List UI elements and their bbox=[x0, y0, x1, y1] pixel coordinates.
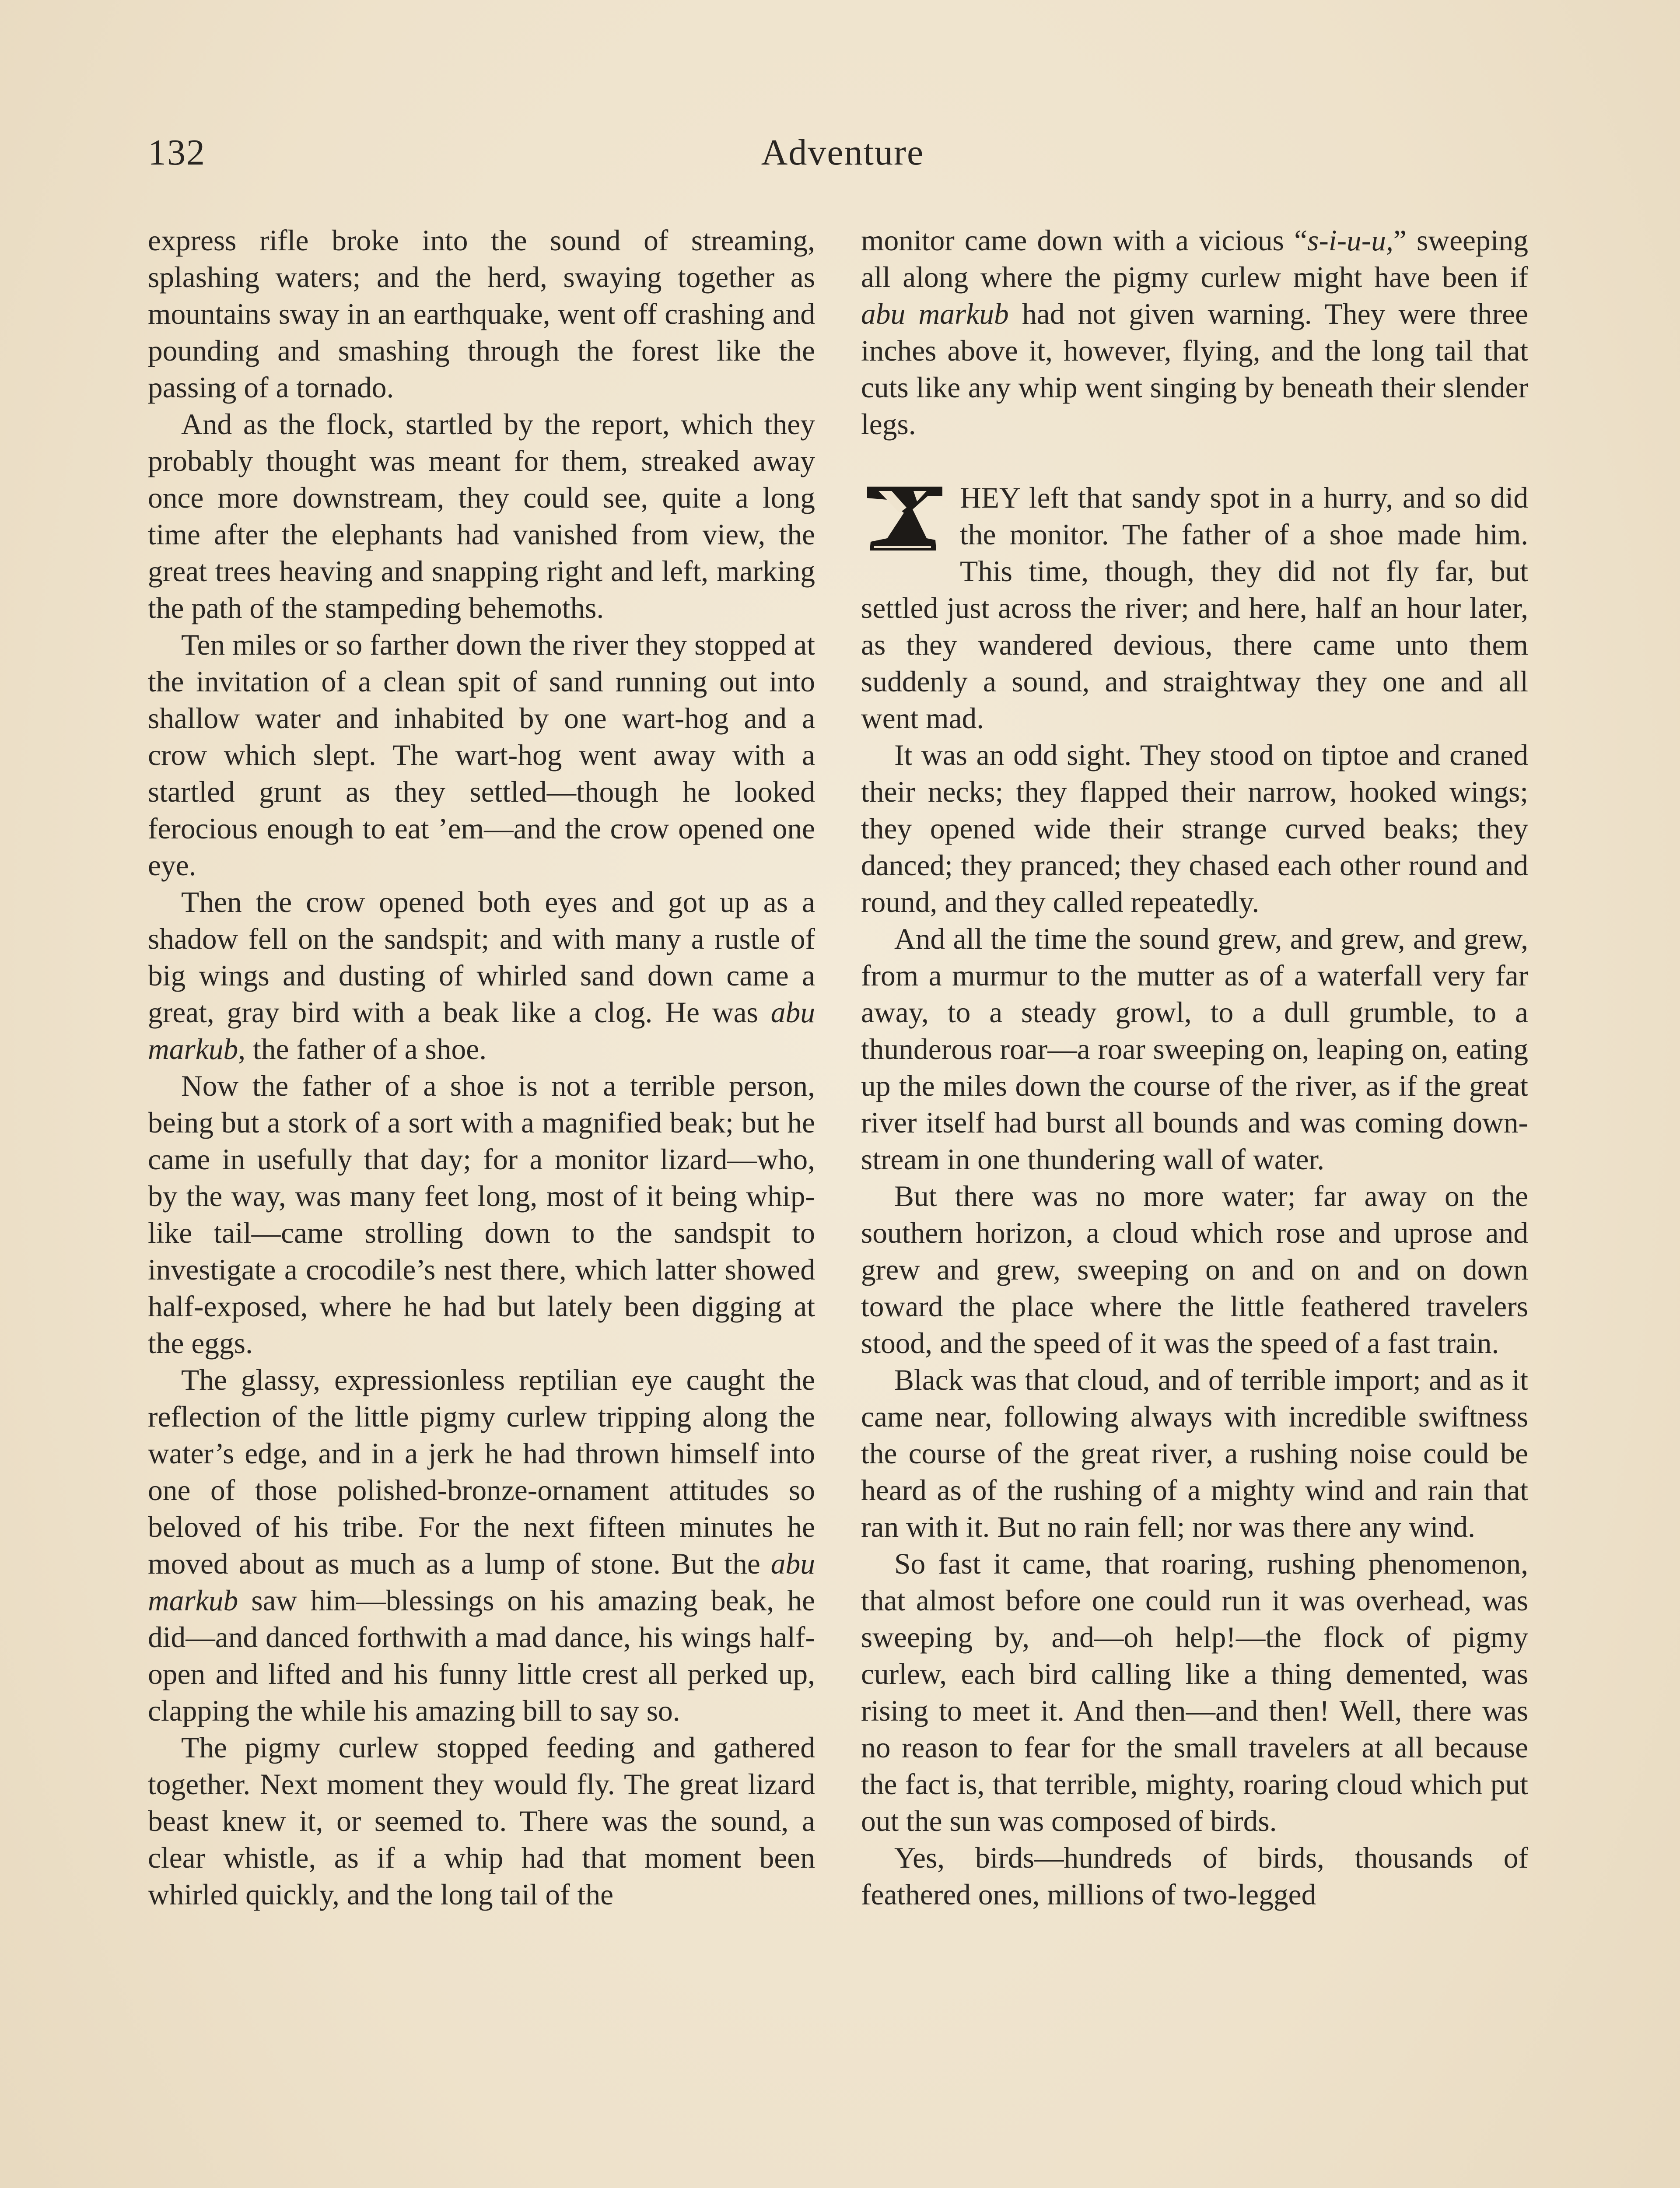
paragraph: The pigmy curlew stopped feeding and gathered together. Next moment they would fly. The great lizard beast knew it, or seemed to. There was the sound, a clear whistle, as if a whip had that moment been whirled quickly, and the long tail of the bbox=[148, 1731, 815, 1911]
paragraph: Black was that cloud, and of terrible import; and as it came near, following always with incredible swiftness the course of the great river, a rushing noise could be heard as of the rushing of a mighty wind and rain that ran with it. But no rain fell; nor was there any wind. bbox=[861, 1364, 1528, 1543]
italic-term: abu markub bbox=[861, 298, 1009, 330]
italic-term: abu markub bbox=[148, 1547, 815, 1617]
paragraph-text: ” sweeping all along where the pigmy curlew might have been if bbox=[861, 224, 1528, 294]
paragraph bbox=[861, 222, 1528, 443]
paragraph: Now the father of a shoe is not a terrible person, being but a stork of a sort with a magnified beak; but he came in usefully that day; for a monitor lizard—who, by the way, was many feet long, most of it being whip-like tail—came strolling down to the sandspit to investigate a crocodile’s nest there, which latter showed half-exposed, where he had but lately been digging at the eggs. bbox=[148, 1069, 815, 1360]
paragraph-text: saw him—blessings on his amazing beak, he did—and danced forthwith a mad dance, his wings half-open and lifted and his funny little crest all perked up, clapping the while his amazing bill to say so. bbox=[148, 1584, 815, 1727]
page-header bbox=[148, 131, 1537, 179]
section-opening-paragraph bbox=[861, 480, 1528, 737]
page-number: 132 bbox=[148, 132, 206, 173]
left-column bbox=[148, 222, 815, 1913]
italic-term: s-i-u-u, bbox=[1307, 224, 1393, 257]
running-title: Adventure bbox=[761, 132, 924, 173]
paragraph: So fast it came, that roaring, rushing phenomenon, that almost before one could run it was overhead, was sweeping by, and—oh help!—the flock of pigmy curlew, each bird calling like a thing demented, was rising to meet it. And then—and then! Well, there was no reason to fear for the small travelers at all because the fact is, that terrible, mighty, roaring cloud which put out the sun was composed of birds. bbox=[861, 1547, 1528, 1837]
paragraph-text: The glassy, expressionless reptilian eye caught the reflection of the little pigmy curlew tripping along the water’s edge, and in a jerk he had thrown himself into one of those polished-bronze-ornament attitudes so beloved of his tribe. For the next fifteen minutes he moved about as much as a lump of stone. But the bbox=[148, 1364, 815, 1580]
paragraph: It was an odd sight. They stood on tiptoe and craned their necks; they flapped their narrow, hooked wings; they opened wide their strange curved beaks; they danced; they pranced; they chased each other round and round, and they called repeatedly. bbox=[861, 739, 1528, 919]
italic-term: abu markub bbox=[148, 996, 815, 1066]
drop-cap-bird-icon bbox=[861, 482, 948, 556]
paragraph: And all the time the sound grew, and grew, and grew, from a murmur to the mutter as of a waterfall very far away, to a steady growl, to a dull grumble, to a thunderous roar—a roar sweeping on, leaping on, eating up the miles down the course of the river, as if the great river itself had burst all bounds and was coming down-stream in one thundering wall of water. bbox=[861, 922, 1528, 1176]
paragraph: express rifle broke into the sound of streaming, splashing waters; and the herd, swaying together as mountains sway in an earthquake, went off crashing and pounding and smashing through the forest like the passing of a tornado. bbox=[148, 224, 815, 404]
paragraph: And as the flock, startled by the report, which they probably thought was meant for them, streaked away once more downstream, they could see, quite a long time after the elephants had vanished from view, the great trees heaving and snapping right and left, marking the path of the stampeding behemoths. bbox=[148, 408, 815, 624]
paragraph-text: HEY left that sandy spot in a hurry, and so did the monitor. The father of a shoe made him. This time, though, they did not fly far, but settled just across the river; and here, half an hour later, as they wandered devious, there came unto them suddenly a sound, and straightway they one and all went mad. bbox=[861, 481, 1528, 735]
right-column bbox=[861, 222, 1528, 1913]
paragraph bbox=[148, 884, 815, 1068]
paragraph: Yes, birds—hundreds of birds, thousands of feathered ones, millions of two-legged bbox=[861, 1841, 1528, 1911]
paragraph-text: Then the crow opened both eyes and got up as a shadow fell on the sandspit; and with many a rustle of big wings and dusting of whirled sand down came a great, gray bird with a beak like a clog. He was bbox=[148, 886, 815, 1029]
paragraph-text: monitor came down with a vicious “ bbox=[861, 224, 1308, 257]
drop-cap-illustration bbox=[861, 482, 948, 556]
paragraph-text: , the father of a shoe. bbox=[238, 1033, 487, 1066]
paragraph-text: had not given warning. They were three inches above it, however, flying, and the long tail that cuts like any whip went singing by beneath their slender legs. bbox=[861, 298, 1528, 441]
paragraph: Ten miles or so farther down the river they stopped at the invitation of a clean spit of sand running out into shallow water and inhabited by one wart-hog and a crow which slept. The wart-hog went away with a startled grunt as they settled—though he looked ferocious enough to eat ’em—and the crow opened one eye. bbox=[148, 628, 815, 882]
paragraph bbox=[148, 1362, 815, 1729]
paragraph: But there was no more water; far away on the southern horizon, a cloud which rose and uprose and grew and grew, sweeping on and on and on down toward the place where the little feathered travelers stood, and the speed of it was the speed of a fast train. bbox=[861, 1180, 1528, 1360]
